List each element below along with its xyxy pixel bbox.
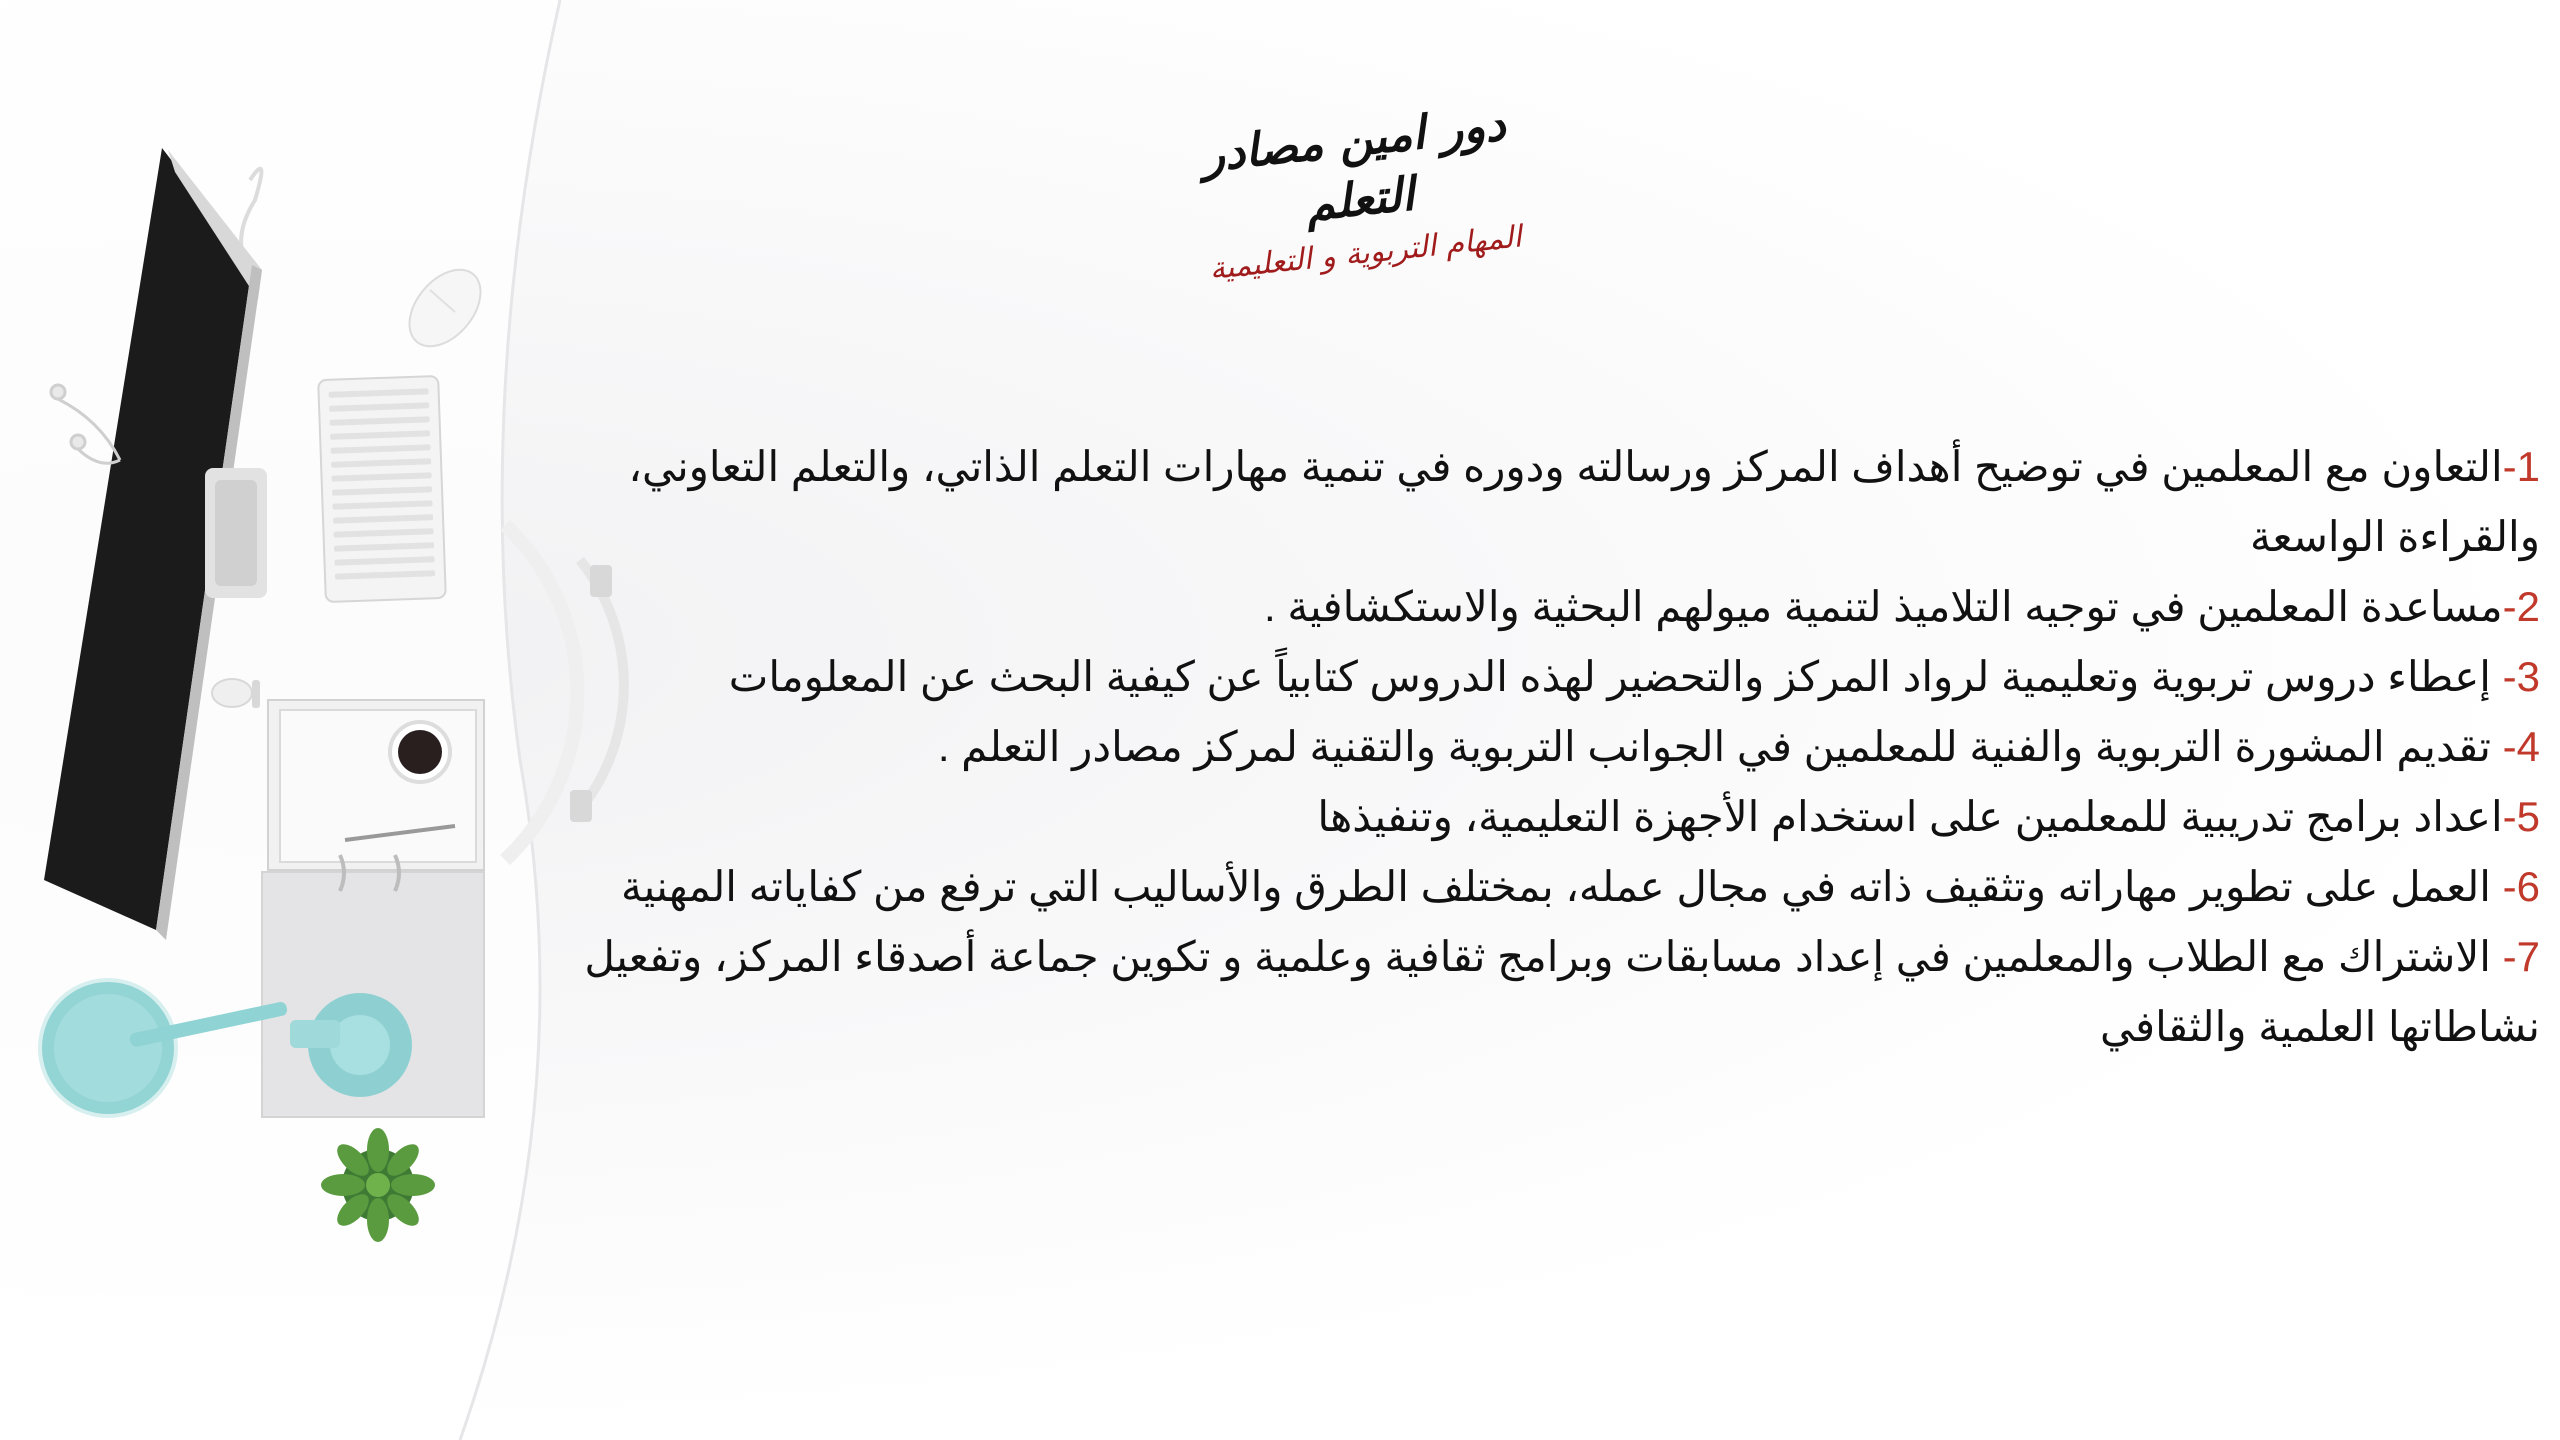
item-number: 7- bbox=[2502, 933, 2540, 980]
item-text: مساعدة المعلمين في توجيه التلاميذ لتنمية ميولهم البحثية والاستكشافية . bbox=[1263, 583, 2503, 630]
list-item bbox=[555, 712, 2540, 782]
item-text: تقديم المشورة التربوية والفنية للمعلمين في الجوانب التربوية والتقنية لمركز مصادر التعلم . bbox=[937, 723, 2503, 770]
item-text: اعداد برامج تدريبية للمعلمين على استخدام الأجهزة التعليمية، وتنفيذها bbox=[1317, 793, 2503, 840]
item-number: 3- bbox=[2502, 653, 2540, 700]
item-number: 6- bbox=[2502, 863, 2540, 910]
keyboard-icon bbox=[318, 376, 446, 602]
list-item bbox=[555, 642, 2540, 712]
item-text: العمل على تطوير مهاراته وتثقيف ذاته في مجال عمله، بمختلف الطرق والأساليب التي ترفع من كفاياته المهنية bbox=[620, 863, 2503, 910]
list-item bbox=[555, 432, 2540, 572]
title-block bbox=[1152, 90, 1569, 311]
small-cup-icon bbox=[212, 679, 260, 708]
list-item bbox=[555, 922, 2540, 1062]
list-item bbox=[555, 572, 2540, 642]
list-item bbox=[555, 782, 2540, 852]
item-text: الاشتراك مع الطلاب والمعلمين في إعداد مسابقات وبرامج ثقافية وعلمية و تكوين جماعة أصدقاء المركز، وتفعيل نشاطاتها العلمية والثقافي bbox=[584, 933, 2540, 1050]
item-number: 2- bbox=[2502, 583, 2540, 630]
duties-list bbox=[555, 432, 2540, 1062]
item-text: إعطاء دروس تربوية وتعليمية لرواد المركز والتحضير لهذه الدروس كتابياً عن كيفية البحث عن المعلومات bbox=[728, 653, 2503, 700]
item-number: 5- bbox=[2502, 793, 2540, 840]
item-text: التعاون مع المعلمين في توضيح أهداف المركز ورسالته ودوره في تنمية مهارات التعلم الذاتي، والتعلم التعاوني، والقراءة الواسعة bbox=[628, 443, 2540, 560]
item-number: 1- bbox=[2502, 443, 2540, 490]
page-title: دور امين مصادر التعلم bbox=[1199, 96, 1508, 232]
page-subtitle: المهام التربوية و التعليمية bbox=[1207, 219, 1524, 287]
item-number: 4- bbox=[2502, 723, 2540, 770]
list-item bbox=[555, 852, 2540, 922]
